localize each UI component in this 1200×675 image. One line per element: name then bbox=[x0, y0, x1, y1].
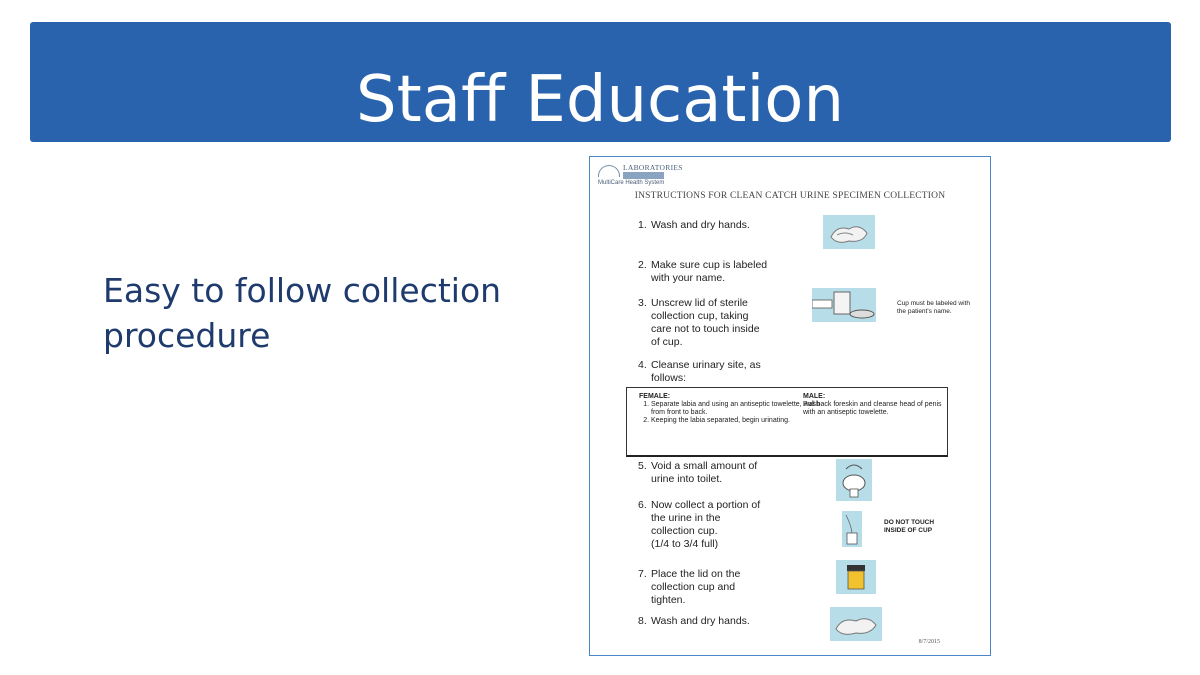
step-4: 4. Cleanse urinary site, as follows: bbox=[638, 359, 761, 384]
instruction-document bbox=[589, 156, 991, 656]
document-date: 8/7/2015 bbox=[918, 639, 940, 645]
cleansing-instructions-box bbox=[626, 387, 948, 457]
cup-collection-icon bbox=[842, 511, 862, 547]
specimen-cup-icon bbox=[812, 288, 876, 322]
female-instructions: FEMALE: 1. Separate labia and using an antiseptic towelette, wash from front to back. 2. Keeping the labia separated, begin urinating. bbox=[639, 393, 824, 425]
capped-cup-icon bbox=[836, 560, 876, 594]
step-3: 3. Unscrew lid of sterile collection cup, taking care not to touch inside of cup. bbox=[638, 297, 760, 348]
step-8: 8. Wash and dry hands. bbox=[638, 615, 750, 627]
step-6: 6. Now collect a portion of the urine in the collection cup. (1/4 to 3/4 full) bbox=[638, 499, 761, 550]
do-not-touch-note: DO NOT TOUCH INSIDE OF CUP bbox=[884, 519, 935, 534]
step-1: 1. Wash and dry hands. bbox=[638, 219, 750, 231]
logo-line1: LABORATORIES bbox=[623, 163, 683, 172]
slide-body-text: Easy to follow collection procedure bbox=[103, 271, 502, 355]
hand-drying-icon bbox=[830, 607, 882, 641]
step-5: 5. Void a small amount of urine into toilet. bbox=[638, 460, 758, 485]
cup-label-note: Cup must be labeled with the patient's name. bbox=[897, 300, 970, 315]
logo-arch-icon bbox=[598, 165, 620, 177]
toilet-icon bbox=[836, 459, 872, 501]
hand-washing-icon bbox=[823, 215, 875, 249]
slide-title: Staff Education bbox=[356, 63, 844, 137]
laboratories-logo bbox=[598, 163, 708, 189]
step-7: 7. Place the lid on the collection cup and tighten. bbox=[638, 568, 741, 606]
logo-bar bbox=[623, 172, 664, 179]
logo-line3: MultiCare Health System bbox=[598, 180, 665, 186]
step-2: 2. Make sure cup is labeled with your name. bbox=[638, 259, 768, 284]
document-title: INSTRUCTIONS FOR CLEAN CATCH URINE SPECIMEN COLLECTION bbox=[634, 191, 946, 201]
male-instructions: MALE: Pull back foreskin and cleanse head of penis with an antiseptic towelette. bbox=[803, 393, 942, 416]
